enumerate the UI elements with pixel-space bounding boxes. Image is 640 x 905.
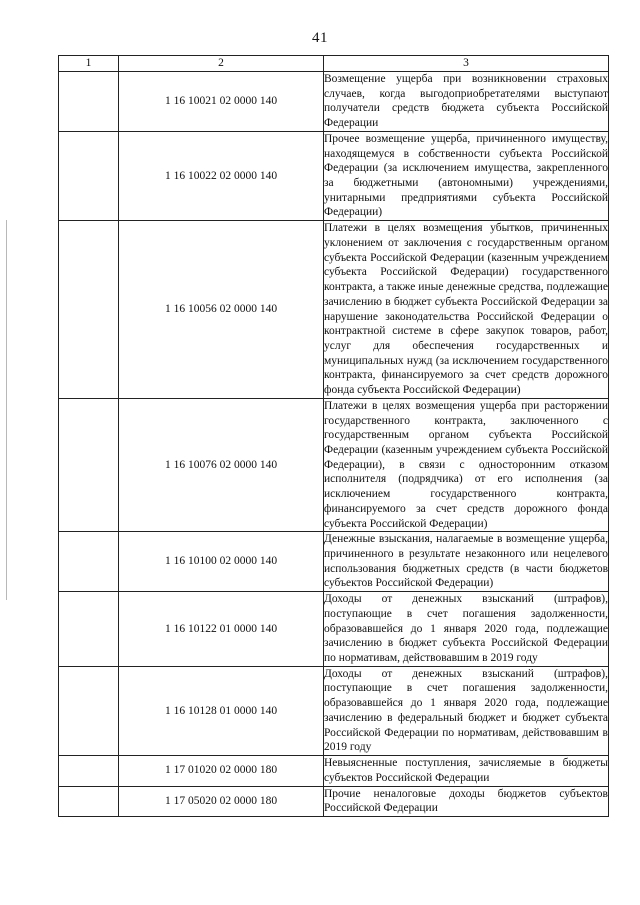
table-row — [59, 398, 609, 531]
number-cell — [59, 592, 119, 667]
code-cell: 1 16 10021 02 0000 140 — [119, 72, 324, 132]
description-cell: Невыясненные поступления, зачисляемые в бюджеты субъектов Российской Федерации — [324, 756, 609, 786]
number-cell — [59, 221, 119, 399]
description-cell: Платежи в целях возмещения убытков, причиненных уклонением от заключения с государственным органом субъекта Российской Федерации (казенным учреждением субъекта Российской Федерации) государственного контракта, а также иные денежные средства, подлежащие зачислению в бюджет субъекта Российской Федерации за нарушение законодательства Российской Федерации о контрактной системе в сфере закупок товаров, работ, услуг для обеспечения государственных и муниципальных нужд (за исключением государственного контракта, финансируемого за счет средств дорожного фонда субъекта Российской Федерации) — [324, 221, 609, 399]
table-header — [59, 56, 609, 72]
margin-line — [6, 220, 7, 600]
table-row — [59, 786, 609, 816]
number-cell — [59, 131, 119, 220]
column-header-1: 1 — [59, 56, 119, 72]
table-row — [59, 666, 609, 755]
table-row — [59, 72, 609, 132]
number-cell — [59, 786, 119, 816]
number-cell — [59, 756, 119, 786]
number-cell — [59, 666, 119, 755]
column-header-3: 3 — [324, 56, 609, 72]
description-cell: Платежи в целях возмещения ущерба при расторжении государственного контракта, заключенного с государственным органом субъекта Российской Федерации (казенным учреждением субъекта Российской Федерации), в связи с односторонним отказом исполнителя (подрядчика) от его исполнения (за исключением государственного контракта, финансируемого за счет средств дорожного фонда субъекта Российской Федерации) — [324, 398, 609, 531]
description-cell: Прочие неналоговые доходы бюджетов субъектов Российской Федерации — [324, 786, 609, 816]
table-header-row — [59, 56, 609, 72]
code-cell: 1 16 10128 01 0000 140 — [119, 666, 324, 755]
code-cell: 1 17 01020 02 0000 180 — [119, 756, 324, 786]
table-row — [59, 756, 609, 786]
column-header-2: 2 — [119, 56, 324, 72]
code-cell: 1 16 10056 02 0000 140 — [119, 221, 324, 399]
description-cell: Доходы от денежных взысканий (штрафов), поступающие в счет погашения задолженности, образовавшейся до 1 января 2020 года, подлежащие зачислению в бюджет субъекта Российской Федерации по нормативам, действовавшим в 2019 году — [324, 592, 609, 667]
table-row — [59, 131, 609, 220]
table-row — [59, 532, 609, 592]
number-cell — [59, 398, 119, 531]
code-cell: 1 16 10076 02 0000 140 — [119, 398, 324, 531]
table-row — [59, 592, 609, 667]
number-cell — [59, 532, 119, 592]
description-cell: Прочее возмещение ущерба, причиненного имуществу, находящемуся в собственности субъекта Российской Федерации (за исключением имущества, закрепленного за бюджетными (автономными) учреждениями, унитарными предприятиями субъекта Российской Федерации) — [324, 131, 609, 220]
description-cell: Денежные взыскания, налагаемые в возмещение ущерба, причиненного в результате незаконного или нецелевого использования бюджетных средств (в части бюджетов субъектов Российской Федерации) — [324, 532, 609, 592]
code-cell: 1 16 10100 02 0000 140 — [119, 532, 324, 592]
description-cell: Доходы от денежных взысканий (штрафов), поступающие в счет погашения задолженности, образовавшейся до 1 января 2020 года, подлежащие зачислению в федеральный бюджет и бюджет субъекта Российской Федерации по нормативам, действовавшим в 2019 году — [324, 666, 609, 755]
code-cell: 1 17 05020 02 0000 180 — [119, 786, 324, 816]
number-cell — [59, 72, 119, 132]
page-number: 41 — [312, 30, 328, 46]
description-cell: Возмещение ущерба при возникновении страховых случаев, когда выгодоприобретателями выступают получатели средств бюджета субъекта Российской Федерации — [324, 72, 609, 132]
code-cell: 1 16 10122 01 0000 140 — [119, 592, 324, 667]
code-cell: 1 16 10022 02 0000 140 — [119, 131, 324, 220]
budget-classification-table — [58, 55, 609, 817]
table-row — [59, 221, 609, 399]
